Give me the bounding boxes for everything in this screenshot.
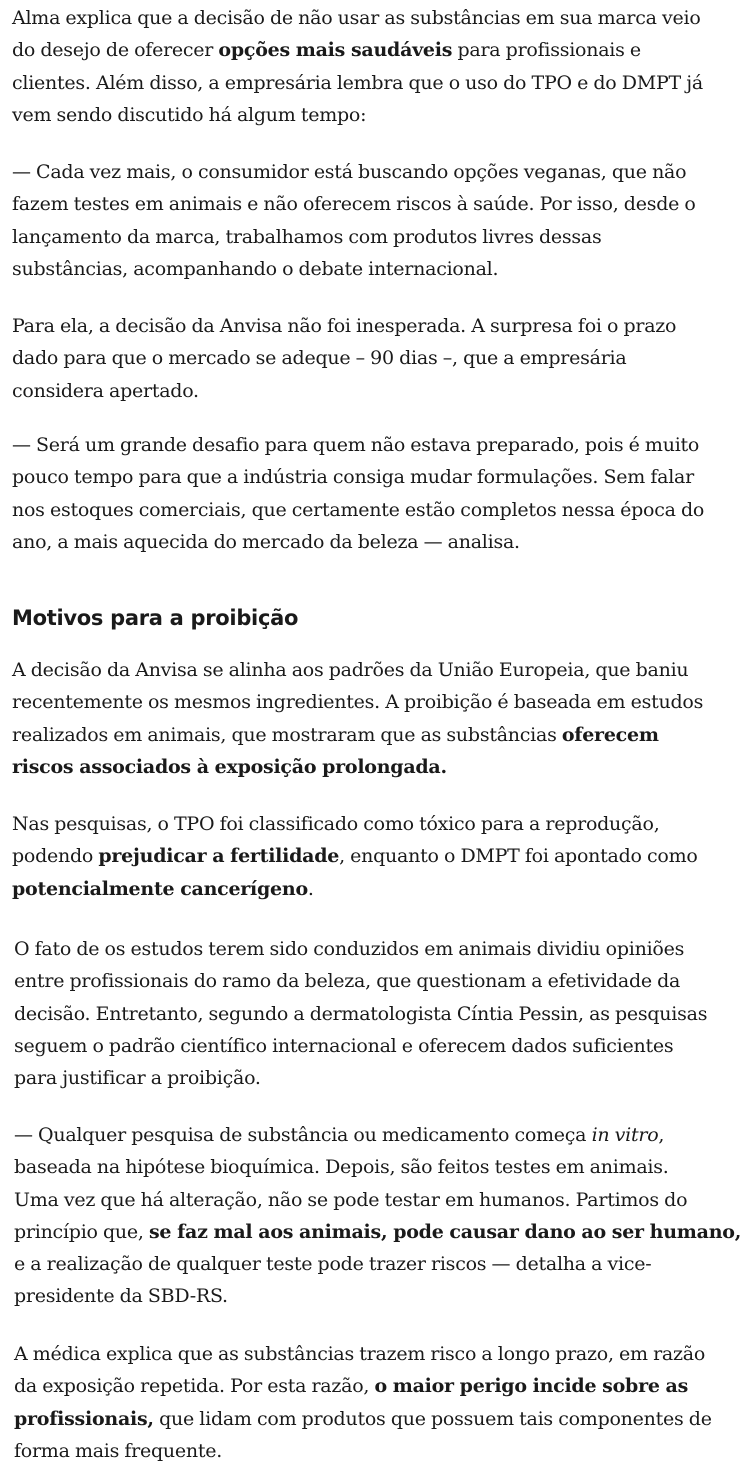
text-line: para justificar a proibição. xyxy=(14,1067,261,1090)
text-run: , xyxy=(658,1124,665,1146)
text-line: seguem o padrão científico internacional e oferecem dados suficientes xyxy=(14,1034,674,1057)
paragraph-pesquisas xyxy=(12,808,738,905)
text-line: lançamento da marca, trabalhamos com produtos livres dessas xyxy=(12,225,602,248)
text-line: — Cada vez mais, o consumidor está buscando opções veganas, que não xyxy=(12,161,687,183)
text-line xyxy=(12,840,738,872)
text-line: recentemente os mesmos ingredientes. A proibição é baseada em estudos xyxy=(12,691,704,714)
text-line xyxy=(12,751,738,783)
text-line: pouco tempo para que a indústria consiga mudar formulações. Sem falar xyxy=(12,466,694,489)
text-line: presidente da SBD-RS. xyxy=(14,1285,228,1308)
text-line: dado para que o mercado se adeque – 90 dias –, que a empresária xyxy=(12,347,627,370)
text-line: A médica explica que as substâncias trazem risco a longo prazo, em razão xyxy=(14,1343,706,1365)
text-line: A decisão da Anvisa se alinha aos padrões da União Europeia, que baniu xyxy=(12,659,689,681)
text-line xyxy=(12,873,738,905)
paragraph-alinhamento-ue xyxy=(12,654,738,783)
text-line xyxy=(14,1216,740,1248)
paragraph-estudos-animais xyxy=(14,933,740,1094)
text-run: para profissionais e xyxy=(452,39,641,62)
section-heading: Motivos para a proibição xyxy=(12,606,299,630)
text-run: , enquanto o DMPT foi apontado como xyxy=(339,845,698,868)
text-line xyxy=(12,34,738,66)
bold-faz-mal-aos-animais: se faz mal aos animais, pode causar dano ao ser humano, xyxy=(148,1220,742,1243)
text-line: Nas pesquisas, o TPO foi classificado como tóxico para a reprodução, xyxy=(12,813,660,835)
text-run: podendo xyxy=(12,845,99,868)
text-line: fazem testes em animais e não oferecem riscos à saúde. Por isso, desde o xyxy=(12,193,696,216)
text-line: substâncias, acompanhando o debate internacional. xyxy=(12,257,499,280)
text-line: O fato de os estudos terem sido conduzidos em animais dividiu opiniões xyxy=(14,938,685,960)
bold-oferecem: oferecem xyxy=(561,723,659,746)
italic-in-vitro: in vitro xyxy=(591,1124,659,1146)
text-line: entre profissionais do ramo da beleza, que questionam a efetividade da xyxy=(14,970,681,993)
quote-pesquisa-in-vitro xyxy=(14,1119,740,1313)
text-line: — Será um grande desafio para quem não estava preparado, pois é muito xyxy=(12,434,700,456)
text-line: considera apertado. xyxy=(12,379,199,402)
paragraph-decisao-anvisa xyxy=(12,310,738,407)
bold-riscos-exposicao: riscos associados à exposição prolongada. xyxy=(12,755,447,778)
text-line: Alma explica que a decisão de não usar as substâncias em sua marca veio xyxy=(12,7,701,29)
paragraph-medica-explica xyxy=(14,1338,740,1467)
text-line xyxy=(12,719,738,751)
text-line: e a realização de qualquer teste pode trazer riscos — detalha a vice- xyxy=(14,1253,652,1276)
bold-prejudicar-fertilidade: prejudicar a fertilidade xyxy=(98,845,340,868)
text-line: forma mais frequente. xyxy=(14,1439,223,1462)
text-run: que lidam com produtos que possuem tais componentes de xyxy=(153,1407,712,1430)
quote-grande-desafio xyxy=(12,429,738,558)
text-run: da exposição repetida. Por esta razão, xyxy=(14,1375,375,1398)
bold-opcoes-saudaveis: opções mais saudáveis xyxy=(218,39,453,62)
bold-profissionais: profissionais, xyxy=(14,1407,154,1430)
bold-potencialmente-cancerigeno: potencialmente cancerígeno xyxy=(12,877,308,900)
text-line: Uma vez que há alteração, não se pode testar em humanos. Partimos do xyxy=(14,1188,688,1211)
paragraph-alma-explica xyxy=(12,2,738,131)
text-line: decisão. Entretanto, segundo a dermatologista Cíntia Pessin, as pesquisas xyxy=(14,1002,708,1025)
text-line: baseada na hipótese bioquímica. Depois, são feitos testes em animais. xyxy=(14,1156,669,1179)
text-line xyxy=(14,1119,740,1151)
text-run: — Qualquer pesquisa de substância ou medicamento começa xyxy=(14,1124,592,1146)
text-line: ano, a mais aquecida do mercado da beleza — analisa. xyxy=(12,530,520,553)
text-run: princípio que, xyxy=(14,1220,149,1243)
bold-maior-perigo: o maior perigo incide sobre as xyxy=(374,1375,689,1398)
text-line: Para ela, a decisão da Anvisa não foi inesperada. A surpresa foi o prazo xyxy=(12,315,677,337)
quote-consumidor-vegano xyxy=(12,156,738,285)
text-run: realizados em animais, que mostraram que as substâncias xyxy=(12,723,562,746)
text-line xyxy=(14,1370,740,1402)
text-run: do desejo de oferecer xyxy=(12,39,219,62)
text-run: . xyxy=(307,877,314,900)
text-line: clientes. Além disso, a empresária lembra que o uso do TPO e do DMPT já xyxy=(12,71,703,94)
text-line: nos estoques comerciais, que certamente estão completos nessa época do xyxy=(12,498,705,521)
text-line xyxy=(14,1403,740,1435)
text-line: vem sendo discutido há algum tempo: xyxy=(12,103,367,126)
